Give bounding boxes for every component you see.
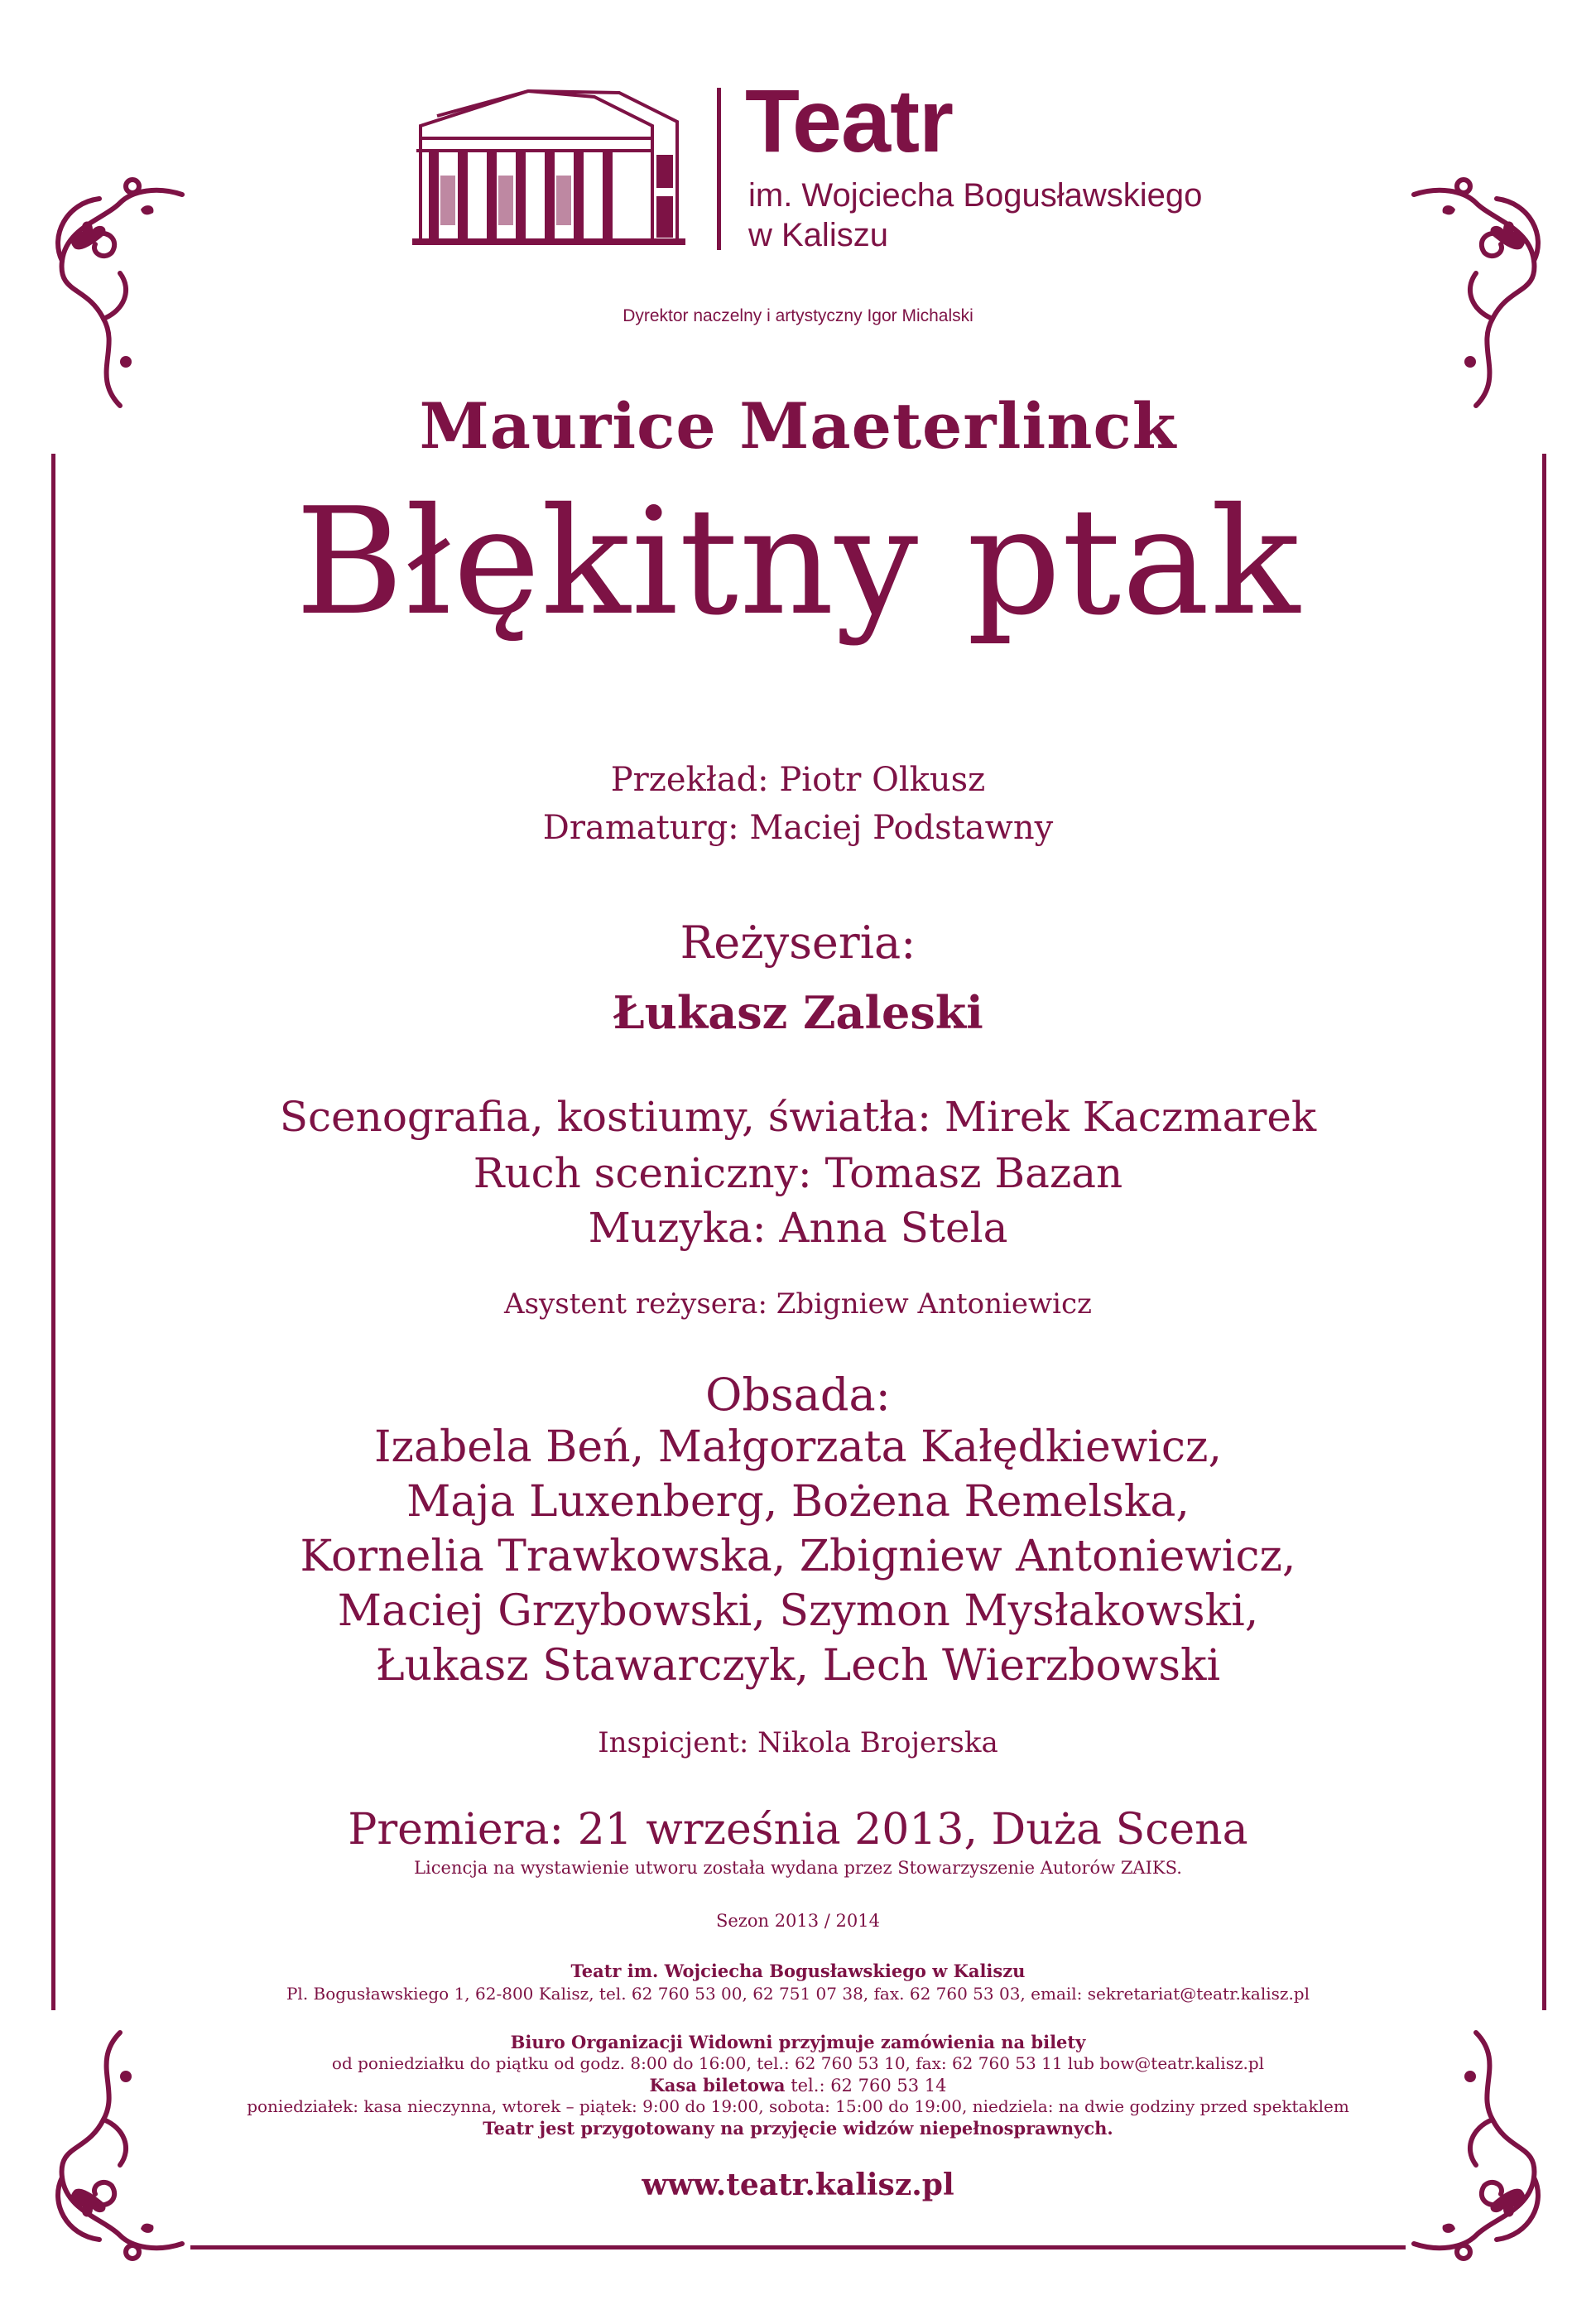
- scenography-credit: Scenografia, kostiumy, światła: Mirek Kaczmarek: [279, 1093, 1317, 1141]
- play-author: Maurice Maeterlinck: [419, 389, 1177, 463]
- direction-label: Reżyseria:: [680, 917, 916, 969]
- director-name: Łukasz Zaleski: [613, 986, 983, 1039]
- director-line: Dyrektor naczelny i artystyczny Igor Michalski: [623, 306, 973, 325]
- ticket-office-label: Kasa biletowa: [649, 2075, 786, 2096]
- footer-address: Pl. Bogusławskiego 1, 62-800 Kalisz, tel. 62 760 53 00, 62 751 07 38, fax. 62 760 53 03, email: sekretariat@teatr.kalisz.pl: [286, 1984, 1310, 2004]
- cast-line: Kornelia Trawkowska, Zbigniew Antoniewicz,: [300, 1532, 1296, 1581]
- license-note: Licencja na wystawienie utworu została wydana przez Stowarzyszenie Autorów ZAIKS.: [414, 1858, 1182, 1878]
- logo-divider: [717, 88, 721, 250]
- accessibility-note: Teatr jest przygotowany na przyjęcie widzów niepełnosprawnych.: [483, 2118, 1113, 2139]
- brand-subtitle-line2: w Kaliszu: [748, 217, 888, 253]
- cast-line: Maciej Grzybowski, Szymon Mysłakowski,: [337, 1586, 1259, 1636]
- brand-subtitle-line1: im. Wojciecha Bogusławskiego: [748, 177, 1203, 214]
- season-note: Sezon 2013 / 2014: [715, 1911, 881, 1931]
- ticket-office-line: [0, 2076, 1596, 2095]
- play-title: Błękitny ptak: [295, 476, 1301, 647]
- assistant-credit: Asystent reżysera: Zbigniew Antoniewicz: [504, 1287, 1092, 1321]
- cast-line: Łukasz Stawarczyk, Lech Wierzbowski: [375, 1641, 1221, 1691]
- cast-line: Izabela Beń, Małgorzata Kałędkiewicz,: [374, 1422, 1222, 1472]
- ornament-top-left-icon: [41, 170, 190, 418]
- theatre-building-logo-icon: [404, 76, 690, 258]
- translation-credit: Przekład: Piotr Olkusz: [610, 761, 986, 799]
- dramaturg-credit: Dramaturg: Maciej Podstawny: [542, 809, 1054, 847]
- box-office-hours: od poniedziałku do piątku od godz. 8:00 do 16:00, tel.: 62 760 53 10, fax: 62 760 53 11 lub bow@teatr.kalisz.pl: [331, 2053, 1265, 2073]
- website-link[interactable]: www.teatr.kalisz.pl: [642, 2168, 954, 2202]
- cast-label: Obsada:: [705, 1369, 891, 1421]
- frame-bottom-line: [190, 2245, 1406, 2249]
- music-credit: Muzyka: Anna Stela: [588, 1204, 1008, 1252]
- ornament-top-right-icon: [1406, 170, 1555, 418]
- cast-line: Maja Luxenberg, Bożena Remelska,: [406, 1477, 1190, 1527]
- ticket-office-phone: tel.: 62 760 53 14: [785, 2076, 947, 2096]
- box-office-heading: Biuro Organizacji Widowni przyjmuje zamówienia na bilety: [510, 2032, 1086, 2052]
- premiere-line: Premiera: 21 września 2013, Duża Scena: [348, 1805, 1248, 1855]
- brand-title: Teatr: [745, 70, 954, 171]
- footer-org-name: Teatr im. Wojciecha Bogusławskiego w Kaliszu: [570, 1961, 1026, 1981]
- movement-credit: Ruch sceniczny: Tomasz Bazan: [473, 1149, 1123, 1197]
- stage-manager-credit: Inspicjent: Nikola Brojerska: [598, 1726, 998, 1759]
- ticket-office-hours: poniedziałek: kasa nieczynna, wtorek – piątek: 9:00 do 19:00, sobota: 15:00 do 19:00, niedziela: na dwie godziny przed spektaklem: [247, 2096, 1349, 2116]
